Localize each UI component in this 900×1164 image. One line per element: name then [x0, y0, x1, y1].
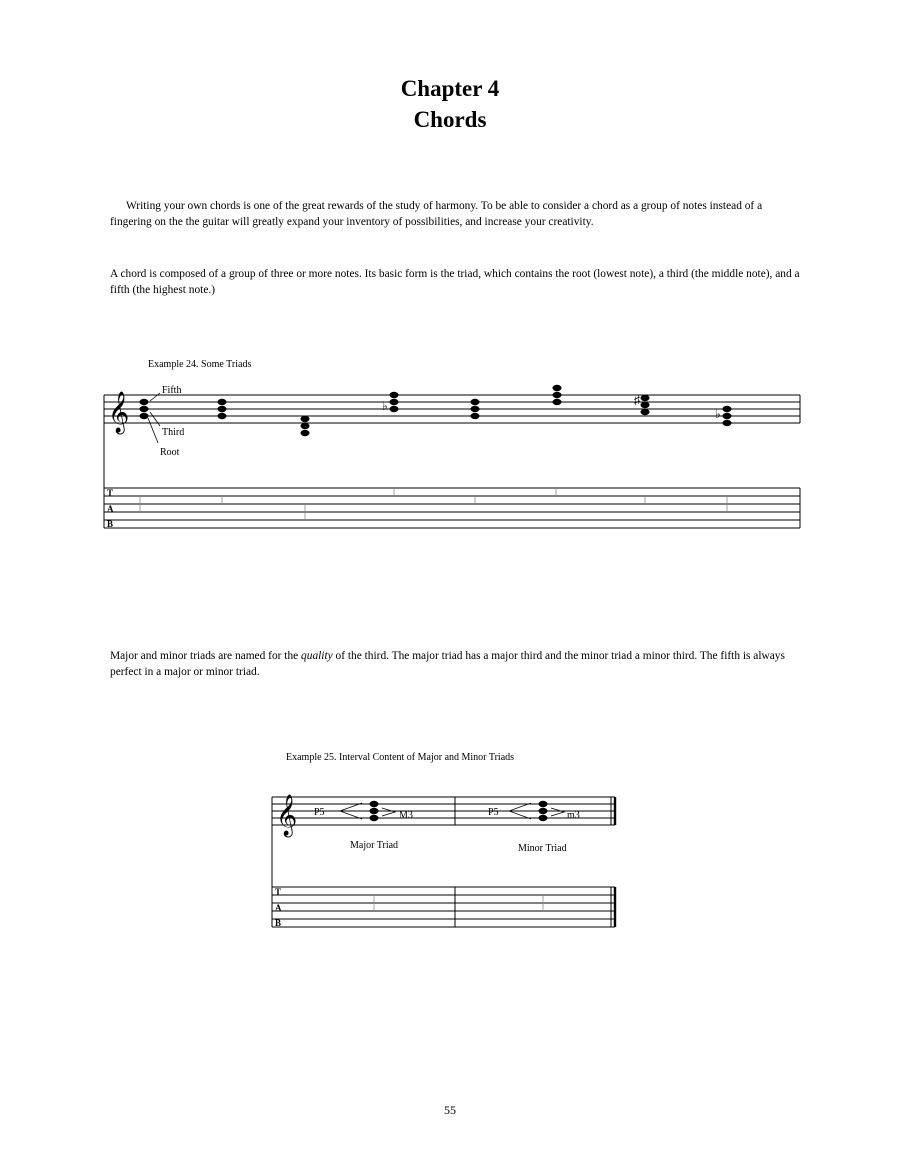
treble-clef-icon: 𝄞	[108, 392, 130, 432]
svg-text:A: A	[275, 903, 282, 913]
chapter-title: Chords	[413, 107, 487, 132]
svg-text:T: T	[275, 887, 282, 897]
page-number: 55	[444, 1103, 456, 1117]
minor-third-label: m3	[567, 810, 580, 821]
example-25-caption: Example 25. Interval Content of Major and Minor Triads	[286, 752, 515, 763]
paragraph-intro: Writing your own chords is one of the great rewards of the study of harmony. To be able to consider a chord as a group of notes instead of a fingering on the the guitar will greatly expand your inventory of possibilities, and increase your creativity.	[110, 200, 763, 228]
major-p5-label: P5	[314, 807, 325, 818]
example-25-tab	[272, 887, 615, 927]
minor-triad-label: Minor Triad	[518, 843, 567, 854]
svg-text:♭: ♭	[382, 399, 388, 413]
third-label: Third	[162, 427, 185, 438]
chapter-number: Chapter 4	[400, 76, 500, 101]
tab-fret-markers	[374, 896, 543, 912]
treble-clef-icon: 𝄞	[276, 795, 298, 835]
example-24-caption: Example 24. Some Triads	[148, 359, 252, 370]
minor-p5-label: P5	[488, 807, 499, 818]
fifth-label: Fifth	[162, 385, 182, 396]
major-third-label: M3	[399, 810, 413, 821]
svg-text:B: B	[107, 519, 114, 529]
svg-text:♭: ♭	[715, 407, 721, 421]
svg-text:♯: ♯	[634, 393, 640, 407]
major-triad-label: Major Triad	[350, 840, 399, 851]
svg-text:B: B	[275, 918, 282, 928]
svg-text:T: T	[107, 488, 114, 498]
major-triad-notes	[370, 801, 379, 821]
paragraph-quality: Major and minor triads are named for the quality of the third. The major triad has a major third and the minor triad a minor third. The fifth is always perfect in a major or minor triad.	[110, 650, 785, 678]
paragraph-chord-definition: A chord is composed of a group of three or more notes. Its basic form is the triad, which contains the root (lowest note), a third (the middle note), and a fifth (the highest note.)	[110, 268, 800, 296]
tab-letters	[275, 887, 282, 928]
root-label: Root	[160, 447, 180, 458]
svg-text:A: A	[107, 504, 114, 514]
minor-triad-notes	[539, 801, 548, 821]
quality-emphasis: quality	[301, 650, 333, 662]
